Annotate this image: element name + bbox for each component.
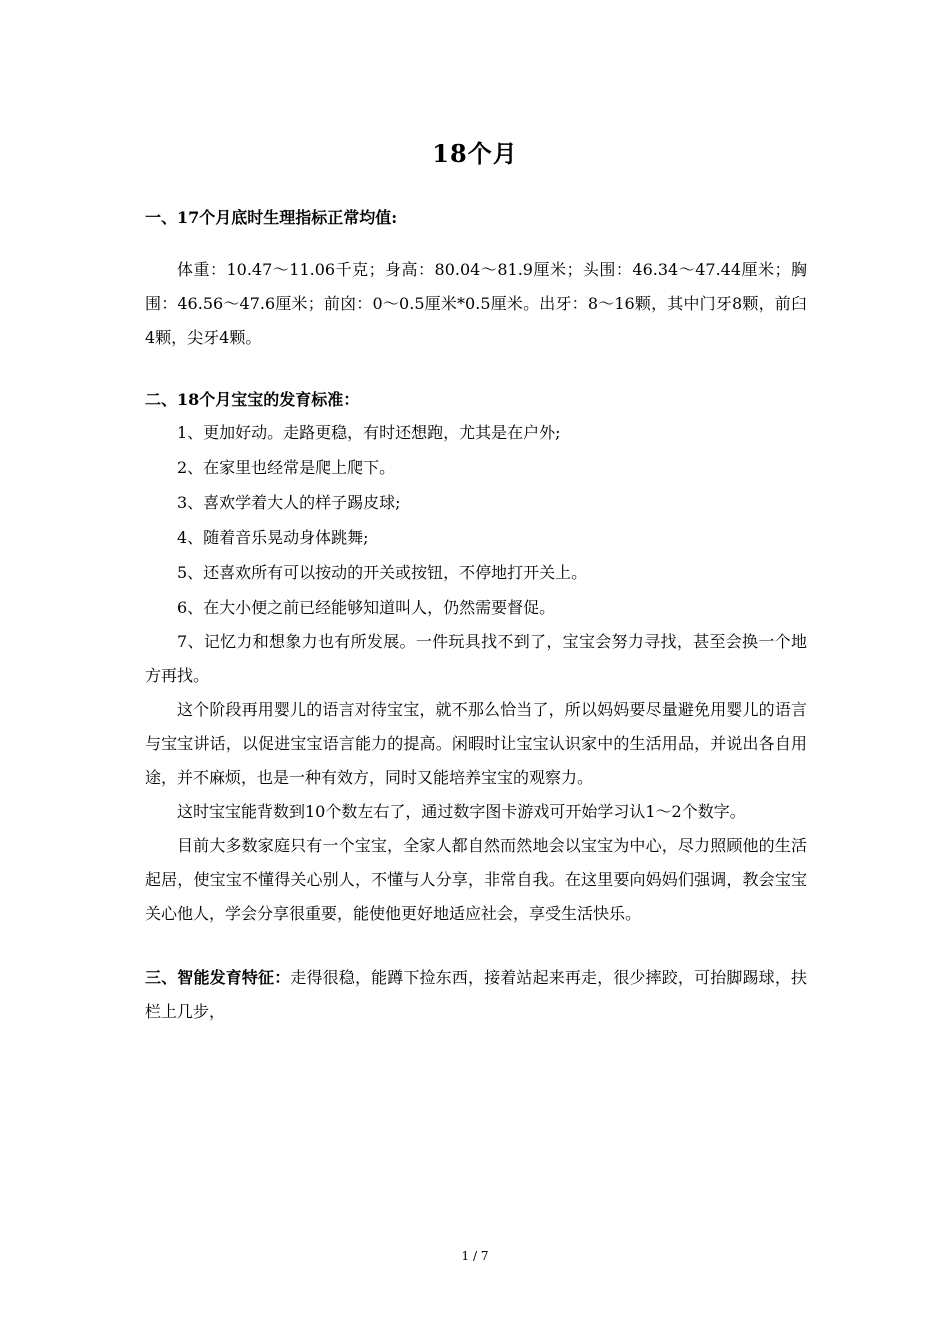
section-1-text: 体重：10.47～11.06千克；身高：80.04～81.9厘米；头围：46.34～47.44厘米；胸围：46.56～47.6厘米；前囟：0～0.5厘米*0.5厘米。出牙：8～16颗，其中门牙8颗，前臼4颗，尖牙4颗。 [145,260,807,347]
page-number: 1 / 7 [461,1249,489,1263]
list-item: 5、还喜欢所有可以按动的开关或按钮，不停地打开关上。 [177,563,588,582]
list-item: 3、喜欢学着大人的样子踢皮球; [177,493,401,512]
list-item: 1、更加好动。走路更稳，有时还想跑，尤其是在户外; [177,423,561,442]
list-item: 7、记忆力和想象力也有所发展。一件玩具找不到了，宝宝会努力寻找，甚至会换一个地方再找。 [145,632,807,685]
page-title: 18个月 [432,139,518,168]
section-2-heading: 二、18个月宝宝的发育标准： [145,390,360,409]
body-paragraph: 目前大多数家庭只有一个宝宝，全家人都自然而然地会以宝宝为中心，尽力照顾他的生活起居，使宝宝不懂得关心别人，不懂与人分享，非常自我。在这里要向妈妈们强调，教会宝宝关心他人，学会分享很重要，能使他更好地适应社会，享受生活快乐。 [145,836,807,923]
list-item: 4、随着音乐晃动身体跳舞; [177,528,369,547]
body-paragraph: 这时宝宝能背数到10个数左右了，通过数字图卡游戏可开始学习认1～2个数字。 [177,802,746,821]
section-3-heading: 三、智能发育特征： [145,968,291,987]
body-paragraph: 这个阶段再用婴儿的语言对待宝宝，就不那么恰当了，所以妈妈要尽量避免用婴儿的语言与宝宝讲话，以促进宝宝语言能力的提高。闲暇时让宝宝认识家中的生活用品，并说出各自用途，并不麻烦，也是一种有效方，同时又能培养宝宝的观察力。 [145,700,807,787]
section-3 [145,961,807,1029]
section-1-heading: 一、17个月底时生理指标正常均值: [145,208,398,227]
document-body [145,203,807,1029]
list-item: 6、在大小便之前已经能够知道叫人，仍然需要督促。 [177,598,556,617]
list-item: 2、在家里也经常是爬上爬下。 [177,458,396,477]
section-3-text: 走得很稳，能蹲下捡东西，接着站起来再走，很少摔跤，可抬脚踢球，扶栏上几步， [145,968,807,1021]
